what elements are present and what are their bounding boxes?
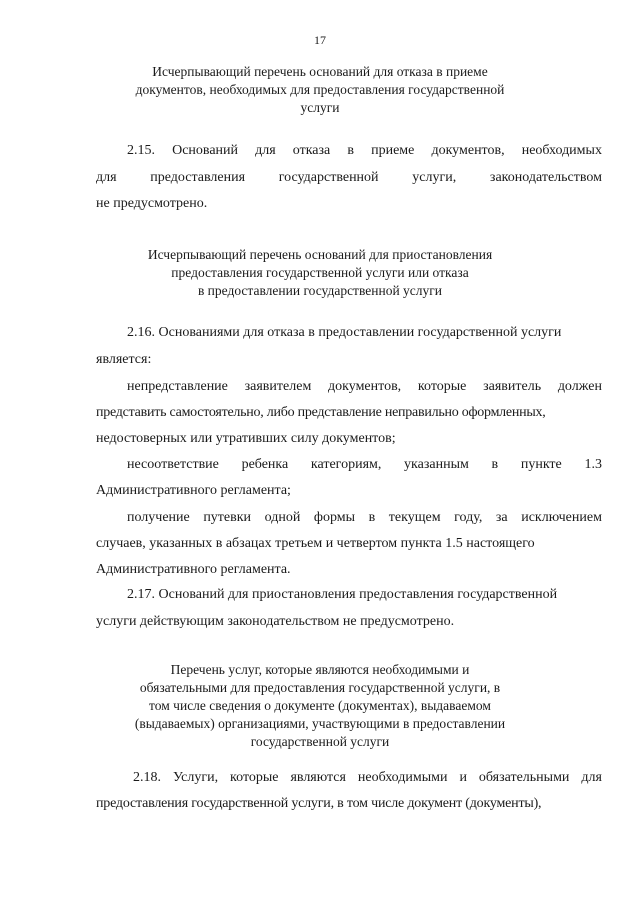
word: году, [454, 510, 483, 525]
word: исключением [521, 510, 602, 525]
word: необходимых [521, 143, 602, 158]
word: ребенка [241, 457, 289, 472]
word: заявителем [244, 379, 312, 394]
word: пункте [520, 457, 562, 472]
heading-line: в предоставлении государственной услуги [197, 283, 443, 298]
word: которые [417, 379, 467, 394]
paragraph-line: случаев, указанных в абзацах третьем и четвертом пункта 1.5 настоящего [96, 536, 535, 551]
word: отказа [292, 143, 331, 158]
word: в [347, 143, 354, 158]
word: в [368, 510, 376, 525]
word: Оснований [172, 143, 239, 158]
word: услуги, [412, 170, 457, 185]
heading-line: государственной услуги [250, 734, 390, 749]
word: категориям, [310, 457, 382, 472]
word: являются [290, 770, 346, 785]
word: в [491, 457, 499, 472]
paragraph-line: не предусмотрено. [96, 196, 208, 211]
paragraph-line: услуги действующим законодательством не предусмотрено. [96, 614, 455, 629]
word: и [459, 770, 467, 785]
word: за [495, 510, 508, 525]
heading-line: услуги [300, 100, 340, 115]
heading-line: предоставления государственной услуги или отказа [171, 265, 469, 280]
word: одной [264, 510, 301, 525]
paragraph-line: недостоверных или утративших силу документов; [96, 431, 396, 446]
paragraph-line [127, 453, 602, 477]
heading-line: Перечень услуг, которые являются необходимыми и [170, 662, 470, 677]
paragraph-line [133, 766, 602, 790]
word: текущем [388, 510, 441, 525]
word: 1.3 [584, 457, 602, 472]
word: законодательством [489, 170, 602, 185]
paragraph-line [127, 506, 602, 530]
word: 2.15. [127, 143, 155, 158]
paragraph-line: является: [96, 352, 152, 367]
paragraph-line [96, 166, 602, 190]
word: документов, [431, 143, 505, 158]
word: для [581, 770, 602, 785]
word: необходимыми [357, 770, 448, 785]
heading-line: Исчерпывающий перечень оснований для отказа в приеме [152, 64, 488, 79]
word: для [96, 170, 117, 185]
word: государственной [278, 170, 379, 185]
word: предоставления [150, 170, 246, 185]
word: указанным [404, 457, 469, 472]
paragraph-line: представить самостоятельно, либо представление неправильно оформленных, [96, 405, 546, 420]
paragraph-line: Административного регламента. [96, 562, 291, 577]
word: обязательными [478, 770, 570, 785]
word: 2.18. [133, 770, 161, 785]
paragraph-line [127, 139, 602, 163]
word: Услуги, [172, 770, 219, 785]
word: должен [557, 379, 602, 394]
paragraph-line: предоставления государственной услуги, в том числе документ (документы), [96, 796, 542, 811]
heading-line: Исчерпывающий перечень оснований для приостановления [147, 247, 493, 262]
heading-line: том числе сведения о документе (документах), выдаваемом [149, 698, 491, 713]
page-number: 17 [314, 33, 326, 47]
word: заявитель [483, 379, 542, 394]
word: приеме [371, 143, 415, 158]
word: формы [313, 510, 356, 525]
word: путевки [203, 510, 252, 525]
heading-line: обязательными для предоставления государственной услуги, в [139, 680, 501, 695]
paragraph-line [127, 375, 602, 399]
word: для [255, 143, 276, 158]
paragraph-line: 2.16. Основаниями для отказа в предоставлении государственной услуги [127, 325, 562, 340]
paragraph-line: 2.17. Оснований для приостановления предоставления государственной [127, 587, 558, 602]
word: документов, [328, 379, 402, 394]
heading-line: (выдаваемых) организациями, участвующими в предоставлении [134, 716, 506, 731]
heading-line: документов, необходимых для предоставления государственной [135, 82, 505, 97]
word: несоответствие [127, 457, 219, 472]
word: получение [127, 510, 190, 525]
paragraph-line: Административного регламента; [96, 483, 291, 498]
word: непредставление [127, 379, 228, 394]
word: которые [230, 770, 279, 785]
